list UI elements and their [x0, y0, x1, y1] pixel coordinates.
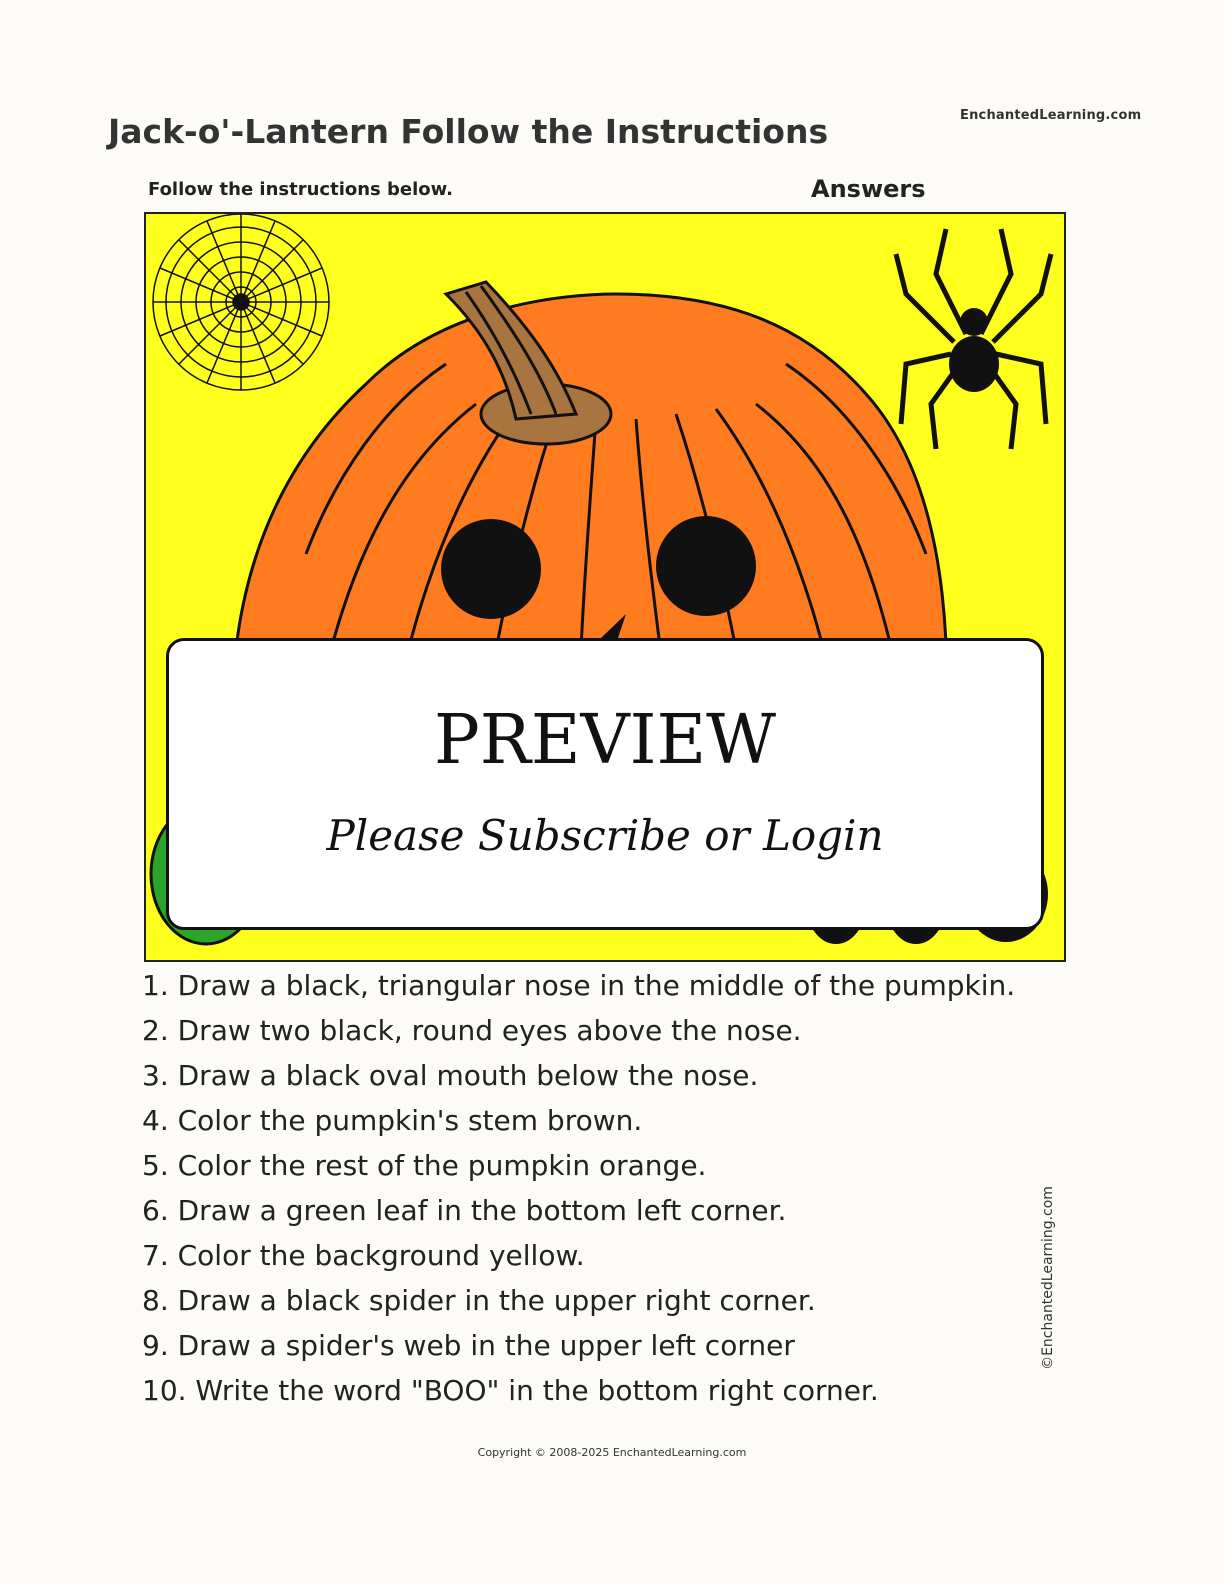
instruction-item: 5. Color the rest of the pumpkin orange.	[142, 1149, 707, 1182]
copyright-footer: Copyright © 2008-2025 EnchantedLearning.com	[477, 1446, 747, 1459]
instructions-list	[142, 963, 1015, 1413]
instruction-item: 8. Draw a black spider in the upper right corner.	[142, 1284, 816, 1317]
instruction-item: 3. Draw a black oval mouth below the nose.	[142, 1059, 759, 1092]
subscribe-login-link[interactable]: Please Subscribe or Login	[326, 811, 884, 860]
site-link[interactable]: EnchantedLearning.com	[960, 108, 1142, 123]
preview-title: PREVIEW	[433, 701, 777, 780]
right-eye	[656, 516, 756, 616]
instruction-item: 7. Color the background yellow.	[142, 1239, 585, 1272]
instruction-item: 1. Draw a black, triangular nose in the middle of the pumpkin.	[142, 969, 1016, 1002]
left-eye	[441, 519, 541, 619]
preview-overlay	[166, 638, 1044, 930]
instruction-item: 10. Write the word "BOO" in the bottom right corner.	[142, 1374, 879, 1407]
instruction-item: 4. Color the pumpkin's stem brown.	[142, 1104, 643, 1137]
answers-label: Answers	[811, 175, 926, 203]
worksheet-subtitle: Follow the instructions below.	[148, 179, 453, 200]
spider-web-icon	[153, 214, 329, 390]
page-title: Jack-o'-Lantern Follow the Instructions	[108, 112, 829, 151]
spider-icon	[896, 229, 1051, 449]
instruction-item: 2. Draw two black, round eyes above the nose.	[142, 1014, 802, 1047]
instruction-item: 6. Draw a green leaf in the bottom left corner.	[142, 1194, 787, 1227]
instruction-item: 9. Draw a spider's web in the upper left corner	[142, 1329, 795, 1362]
answer-picture	[144, 212, 1066, 962]
vertical-credit: ©EnchantedLearning.com	[1040, 1186, 1056, 1370]
